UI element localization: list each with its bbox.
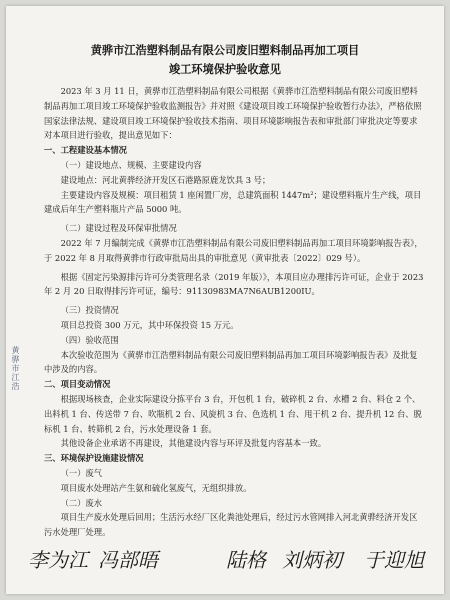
subsection-heading: （二）建设过程及环保审批情况 [60, 223, 177, 234]
signature-4: 刘炳初 [282, 548, 342, 572]
body-paragraph: 项目生产废水处理后回用；生活污水经厂区化粪池处理后，经过污水管网排入河北黄骅经济开发区污水处理厂处理。 [44, 512, 418, 538]
signature-3: 陆格 [226, 548, 266, 572]
body-paragraph: 项目废水处理站产生氨和硫化氢废气，无组织排放。 [60, 482, 252, 493]
subsection-heading: （三）投资情况 [60, 305, 119, 316]
body-paragraph: 项目总投资 300 万元，其中环保投资 15 万元。 [60, 319, 239, 330]
intro-paragraph: 2023 年 3 月 11 日，黄骅市江浩塑料制品有限公司根据《黄骅市江浩塑料制品有限公司废旧塑料制品再加工项目竣工环境保护验收监测报告》并对照《建设项目竣工环境保护验收暂行办法》，严格依照国家法律法规、建设项目竣工环境保护验收技术指南、项目环境影响报告表和审批部门审批决定等要求对本项目进行验收，提出意见如下： [44, 86, 422, 141]
body-paragraph: 根据《固定污染源排污许可分类管理名录（2019 年版）》，本项目应办理排污许可证，企业于 2023 年 2 月 20 日取得排污许可证，编号：91130983MA7N6AUB1200IU。 [44, 271, 424, 297]
document-page [6, 6, 444, 594]
seam-stamp: 黄骅市江浩 [11, 346, 20, 391]
document-body [44, 84, 424, 540]
section-heading-3: 三、环境保护设施建设情况 [44, 453, 144, 464]
subsection-heading: （四）验收范围 [60, 334, 119, 345]
body-paragraph: 其他设备企业承诺不再建设，其他建设内容与环评及批复内容基本一致。 [60, 438, 327, 449]
body-paragraph: 根据现场核查，企业实际建设分拣平台 3 台，开包机 1 台，破碎机 2 台、水槽 2 台、料仓 2 个、出料机 1 台、传送带 7 台、吹瓶机 2 台、风旋机 3 台、色选机 1 台、甩干机 2 台、提升机 12 台、脱标机 1 台、转筛机 2 台，污水处理设备 1 套。 [44, 393, 422, 434]
subsection-heading: （一）废气 [60, 467, 103, 478]
section-heading-2: 二、项目变动情况 [44, 379, 111, 390]
subsection-heading: （一）建设地点、规模、主要建设内容 [60, 159, 202, 170]
signature-2: 冯部晤 [98, 548, 158, 572]
body-paragraph: 主要建设内容及规模：项目租赁 1 座闲置厂房，总建筑面积 1447m²；建设塑料瓶片生产线，项目建成后年生产塑料瓶片产品 5000 吨。 [44, 189, 422, 215]
document-subtitle: 竣工环境保护验收意见 [169, 62, 281, 76]
section-heading-1: 一、工程建设基本情况 [44, 145, 127, 156]
signature-row [26, 544, 434, 580]
body-paragraph: 2022 年 7 月编制完成《黄骅市江浩塑料制品有限公司废旧塑料制品再加工项目环境影响报告表》，于 2022 年 8 月取得黄骅市行政审批局出具的审批意见（黄审批表〔2022〕029 号）。 [44, 237, 423, 263]
subsection-heading: （二）废水 [60, 497, 103, 508]
signature-5: 于迎旭 [364, 548, 424, 572]
document-title: 黄骅市江浩塑料制品有限公司废旧塑料制品再加工项目 [90, 43, 360, 57]
signature-1: 李为江 [28, 548, 88, 572]
body-paragraph: 本次验收范围为《黄骅市江浩塑料制品有限公司废旧塑料制品再加工项目环境影响报告表》及批复中涉及的内容。 [44, 349, 418, 375]
body-paragraph: 建设地点：河北黄骅经济开发区石港路原鹿龙饮具 3 号； [60, 174, 271, 185]
